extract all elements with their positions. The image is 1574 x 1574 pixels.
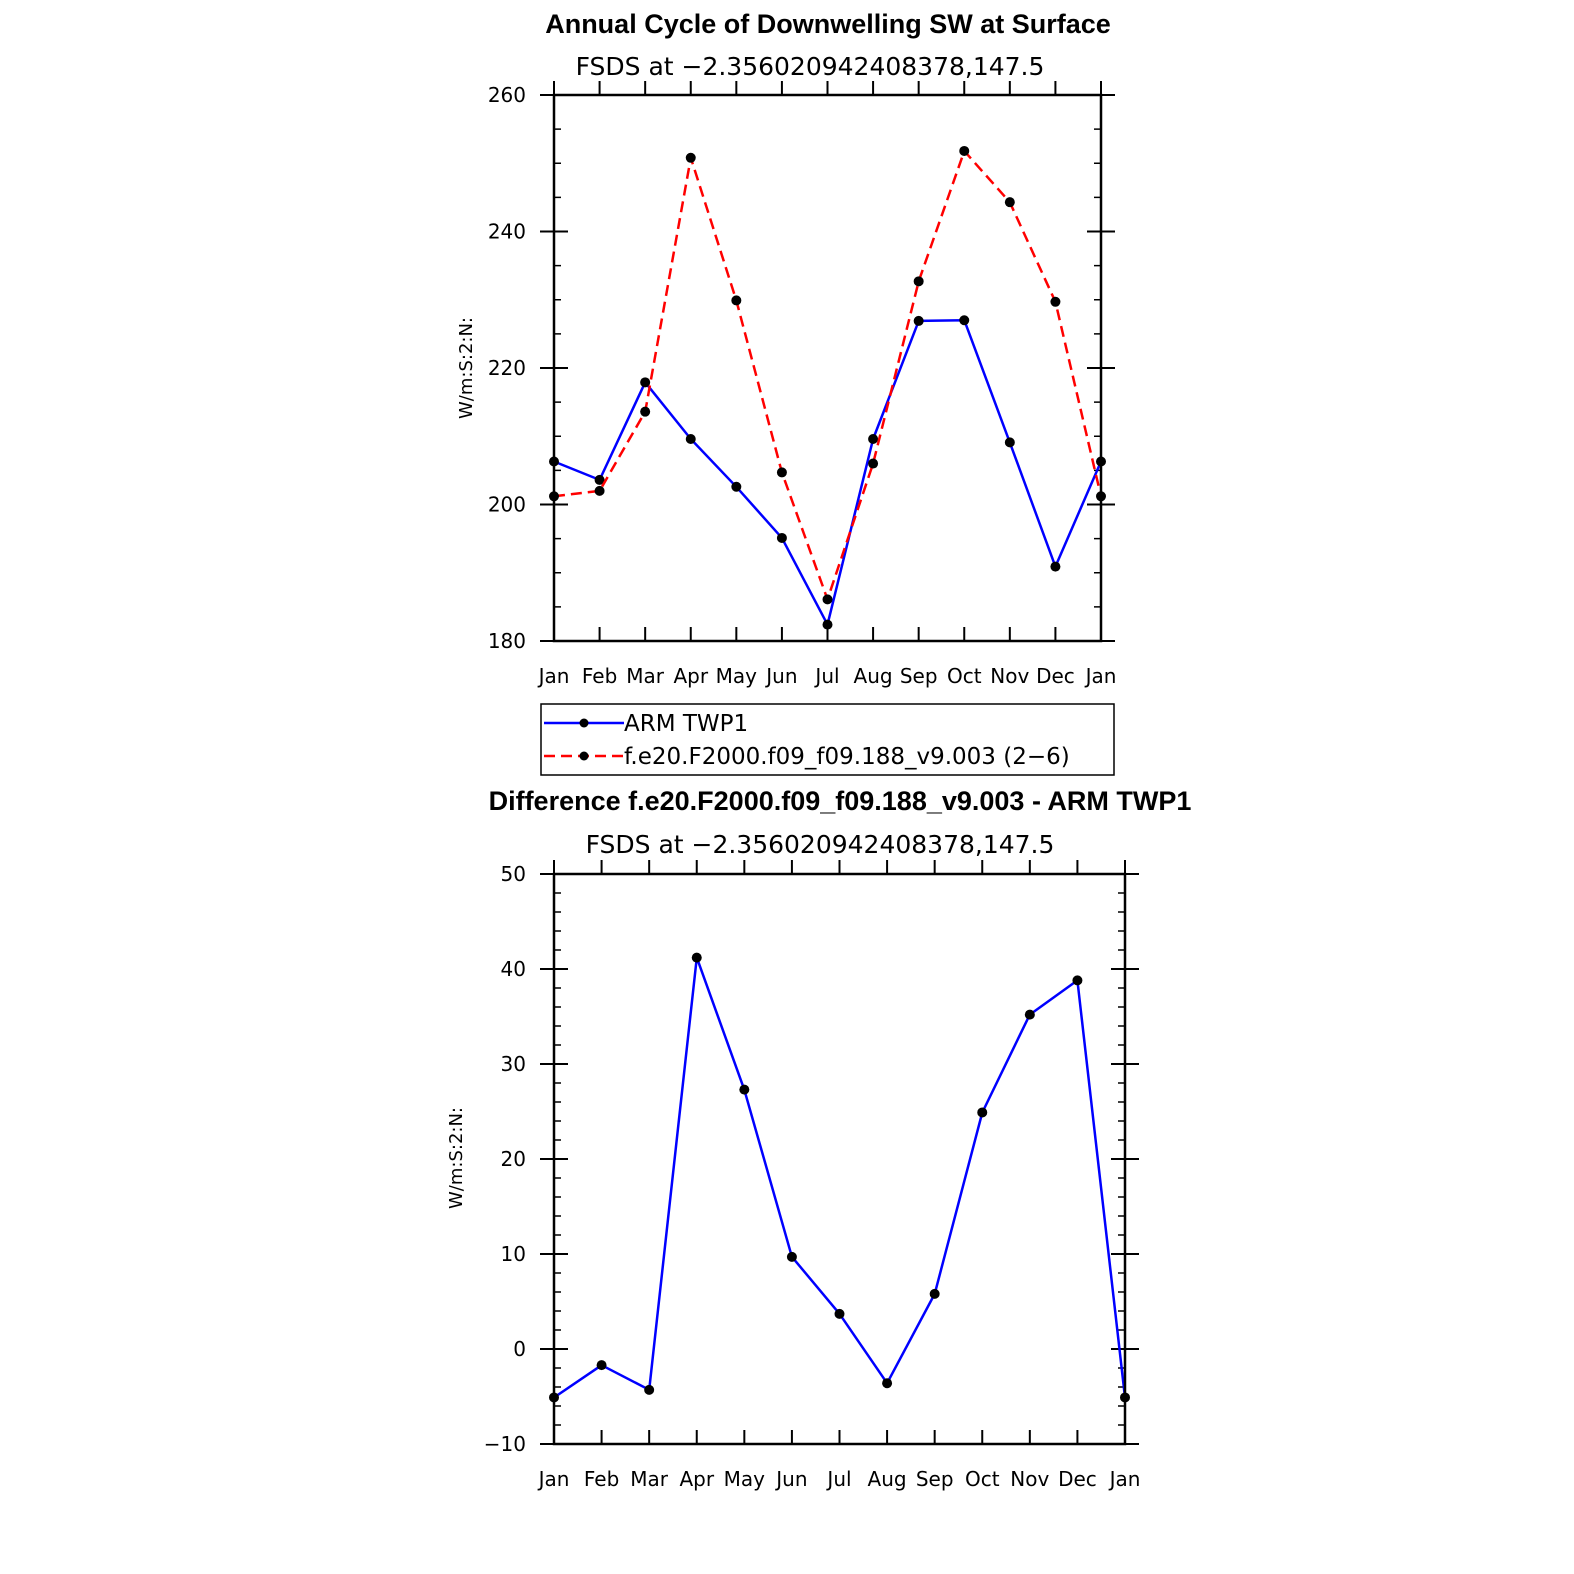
x-tick-label: Jan (1085, 664, 1117, 688)
x-tick-label: Oct (946, 664, 982, 688)
x-tick-label: Feb (583, 1467, 620, 1491)
data-point (959, 146, 969, 156)
data-point (1005, 437, 1015, 447)
bottom-chart-ylabel: W/m:S:2:N: (446, 1107, 467, 1209)
y-tick-label: 30 (500, 1052, 526, 1076)
series-line (554, 958, 1125, 1398)
bottom-chart-title: Difference f.e20.F2000.f09_f09.188_v9.003 - ARM TWP1 (488, 786, 1192, 816)
x-tick-label: Jan (538, 664, 570, 688)
bottom-chart-subtitle: FSDS at −2.356020942408378,147.5 (585, 830, 1055, 859)
difference-chart (446, 786, 1191, 1491)
data-point (1072, 975, 1082, 985)
top-chart-subtitle: FSDS at −2.356020942408378,147.5 (575, 52, 1045, 81)
y-tick-label: 20 (500, 1147, 526, 1171)
y-tick-label: 180 (487, 629, 526, 653)
legend-label-model: f.e20.F2000.f09_f09.188_v9.003 (2−6) (624, 744, 1070, 770)
data-point (914, 276, 924, 286)
data-point (597, 1360, 607, 1370)
data-point (640, 407, 650, 417)
top-chart-axes (540, 81, 1115, 641)
data-point (823, 594, 833, 604)
x-tick-label: Jan (1109, 1467, 1141, 1491)
series-line (554, 320, 1101, 624)
data-point (835, 1309, 845, 1319)
data-point (977, 1107, 987, 1117)
x-tick-label: Nov (990, 664, 1030, 688)
y-tick-label: 50 (500, 862, 526, 886)
x-tick-label: Apr (679, 1467, 715, 1491)
x-tick-label: Jun (776, 1467, 808, 1491)
x-tick-label: Mar (630, 1467, 669, 1491)
bottom-chart-ytick-labels (484, 862, 526, 1456)
top-chart-ylabel: W/m:S:2:N: (456, 317, 477, 419)
series-line (554, 151, 1101, 599)
data-point (823, 620, 833, 630)
top-chart-ytick-labels (488, 83, 526, 653)
x-tick-label: Feb (581, 664, 618, 688)
x-tick-label: Aug (867, 1467, 907, 1491)
legend-marker-arm-twp1 (580, 719, 589, 728)
data-point (959, 315, 969, 325)
x-tick-label: May (715, 664, 758, 688)
y-tick-label: 40 (500, 957, 526, 981)
x-tick-label: Apr (673, 664, 709, 688)
data-point (739, 1085, 749, 1095)
top-chart-frame (554, 95, 1101, 641)
x-tick-label: May (723, 1467, 766, 1491)
x-tick-label: Jan (538, 1467, 570, 1491)
series-difference (549, 953, 1130, 1403)
data-point (1050, 562, 1060, 572)
y-tick-label: 240 (487, 219, 526, 244)
x-tick-label: Sep (899, 664, 938, 688)
data-point (868, 434, 878, 444)
top-chart-xtick-labels (537, 664, 1117, 688)
y-tick-label: 220 (487, 356, 526, 380)
data-point (686, 434, 696, 444)
legend (541, 704, 1114, 775)
x-tick-label: Nov (1010, 1467, 1050, 1491)
data-point (787, 1252, 797, 1262)
bottom-chart-axes (540, 860, 1139, 1444)
data-point (644, 1385, 654, 1395)
data-point (595, 486, 605, 496)
y-tick-label: −10 (483, 1432, 526, 1456)
data-point (731, 295, 741, 305)
y-tick-label: 10 (500, 1242, 526, 1266)
data-point (1050, 297, 1060, 307)
data-point (692, 953, 702, 963)
legend-marker-model (580, 752, 589, 761)
data-point (777, 533, 787, 543)
x-tick-label: Dec (1036, 664, 1075, 688)
data-point (731, 482, 741, 492)
data-point (1005, 197, 1015, 207)
x-tick-label: Aug (853, 664, 893, 688)
data-point (882, 1378, 892, 1388)
annual-cycle-chart (456, 9, 1116, 688)
series-model (549, 146, 1106, 604)
series-arm-twp1 (549, 315, 1106, 629)
y-tick-label: 260 (487, 83, 526, 107)
bottom-chart-xtick-labels (537, 1467, 1141, 1491)
top-chart-title: Annual Cycle of Downwelling SW at Surface (545, 9, 1111, 39)
data-point (930, 1289, 940, 1299)
x-tick-label: Jun (766, 664, 798, 688)
data-point (914, 316, 924, 326)
x-tick-label: Jul (815, 664, 840, 688)
y-tick-label: 0 (513, 1337, 526, 1361)
y-tick-label: 200 (487, 492, 526, 517)
data-point (777, 467, 787, 477)
legend-label-arm-twp1: ARM TWP1 (624, 711, 749, 737)
bottom-chart-frame (554, 874, 1125, 1444)
x-tick-label: Sep (915, 1467, 954, 1491)
x-tick-label: Dec (1058, 1467, 1097, 1491)
data-point (868, 459, 878, 469)
x-tick-label: Mar (626, 664, 665, 688)
x-tick-label: Oct (964, 1467, 1000, 1491)
data-point (686, 153, 696, 163)
x-tick-label: Jul (827, 1467, 852, 1491)
data-point (1025, 1010, 1035, 1020)
